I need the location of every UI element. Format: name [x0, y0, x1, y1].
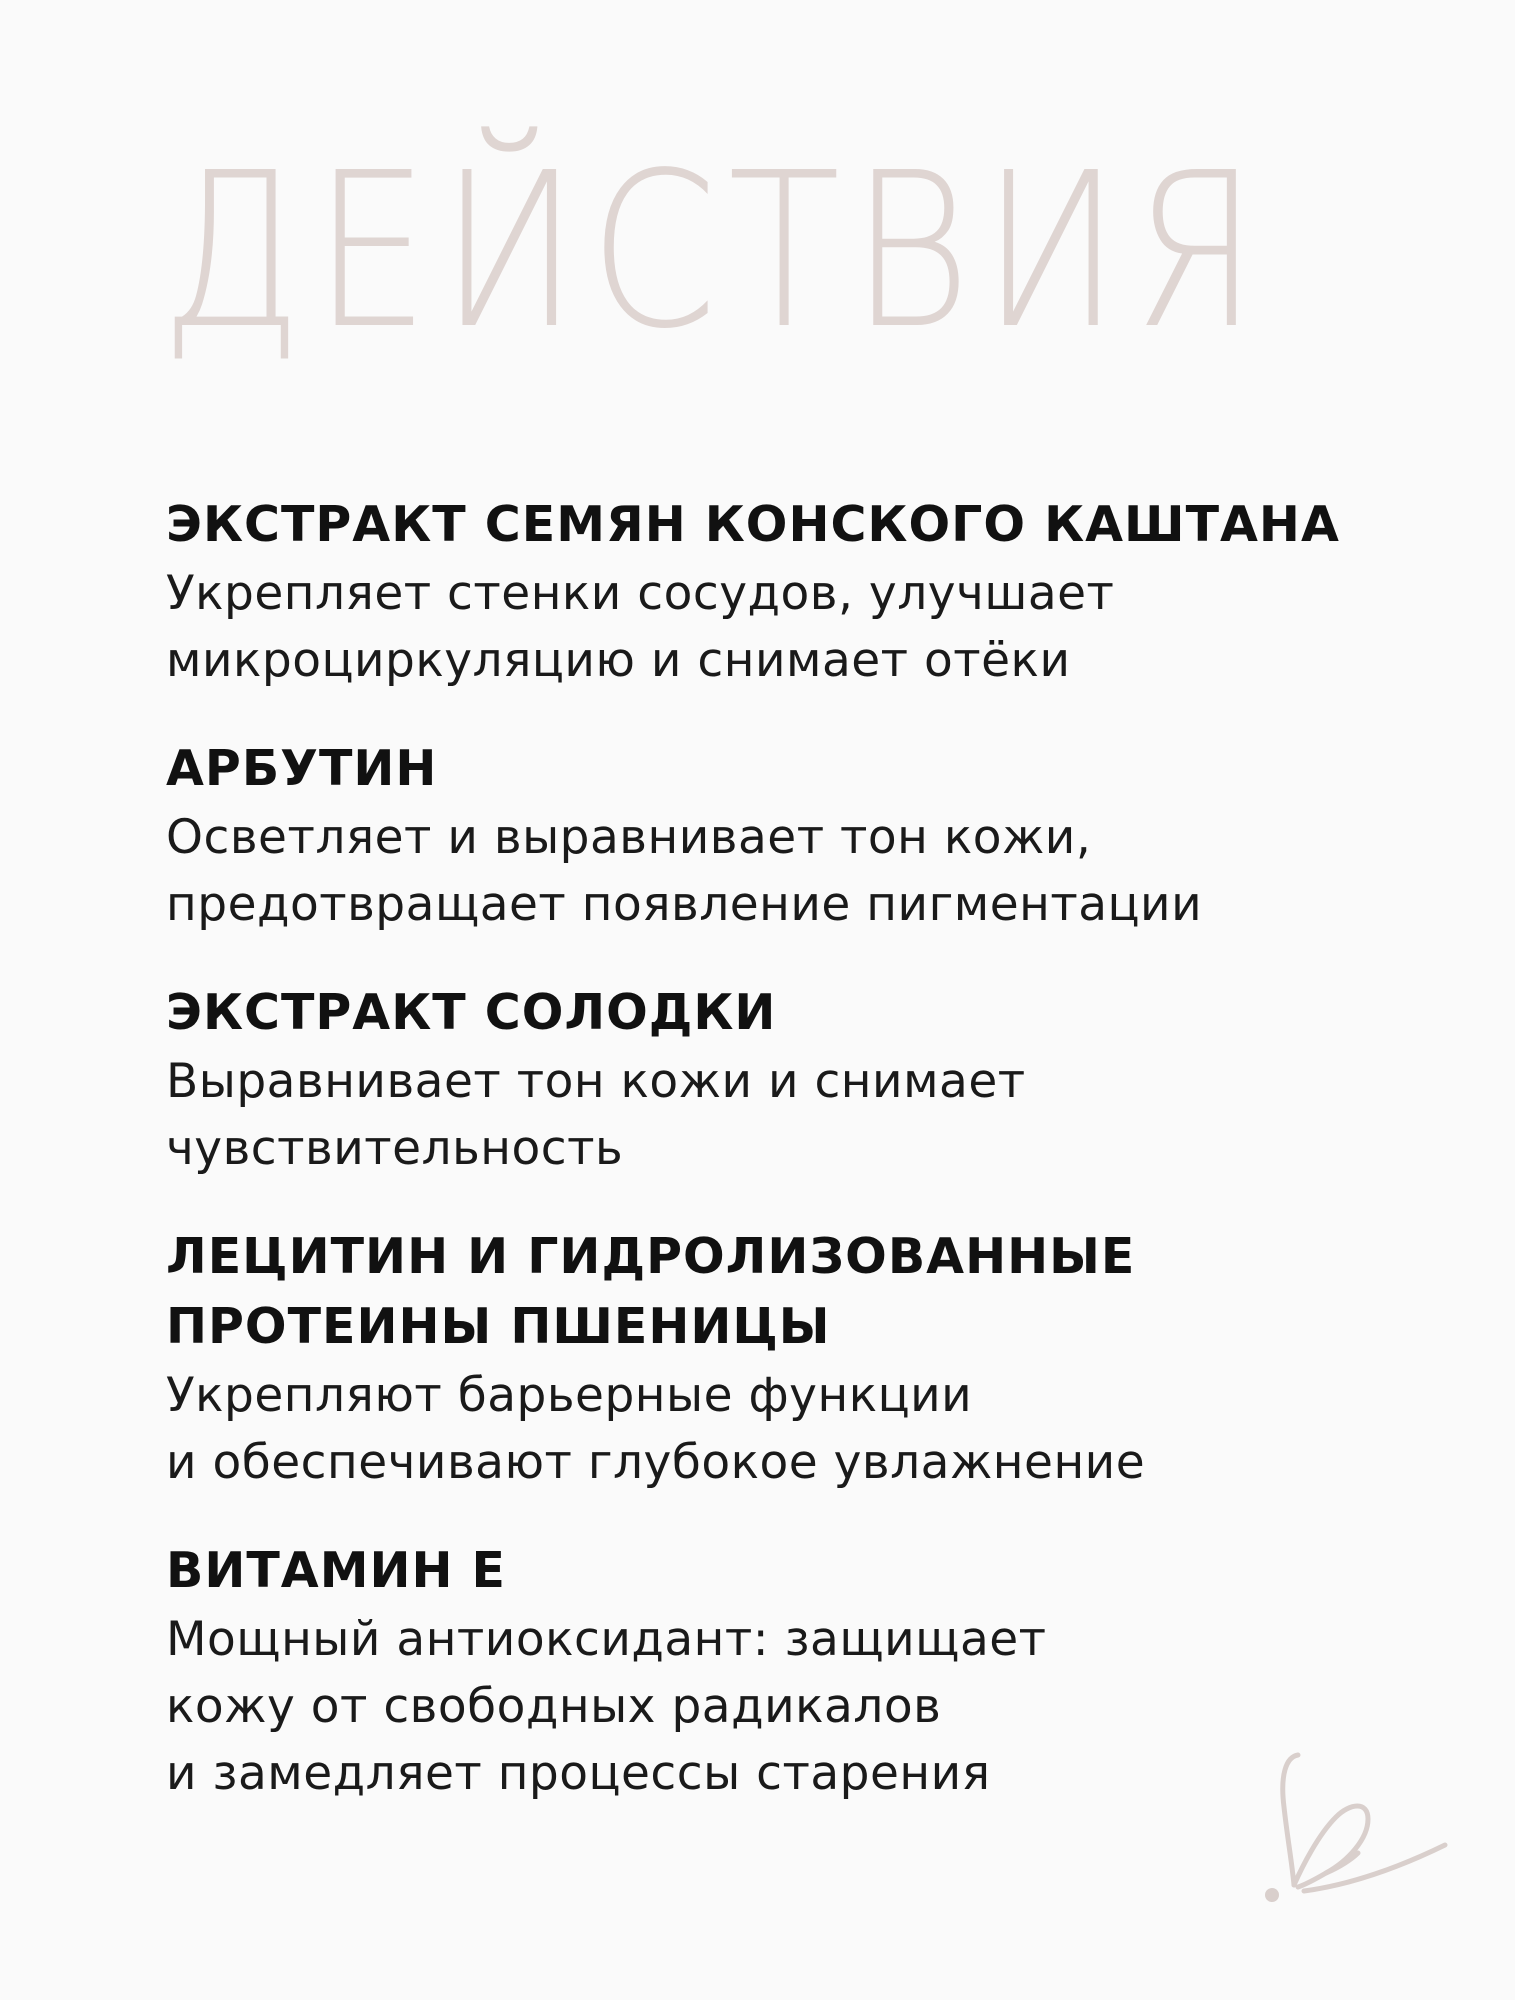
- ingredient-description-line: и обеспечивают глубокое увлажнение: [166, 1435, 1146, 1490]
- ingredient-title-line: ПРОТЕИНЫ ПШЕНИЦЫ: [166, 1298, 831, 1355]
- ingredient-description: [166, 1606, 1406, 1807]
- ingredient-list: [166, 490, 1406, 1847]
- ingredient-title: [166, 978, 1406, 1048]
- ingredient-description: [166, 1048, 1406, 1182]
- ingredient-item: [166, 1536, 1406, 1807]
- ingredient-title: [166, 1222, 1406, 1362]
- ingredient-item: [166, 490, 1406, 694]
- page-title: ДЕЙСТВИЯ: [160, 127, 1269, 376]
- ingredient-title-line: ЛЕЦИТИН И ГИДРОЛИЗОВАННЫЕ: [166, 1228, 1136, 1285]
- ingredient-title-line: ЭКСТРАКТ СОЛОДКИ: [166, 984, 777, 1041]
- ingredient-description-line: чувствительность: [166, 1121, 624, 1176]
- ingredient-description-line: предотвращает появление пигментации: [166, 877, 1203, 932]
- ingredient-title-line: ВИТАМИН Е: [166, 1542, 507, 1599]
- brand-monogram-icon: [1240, 1735, 1460, 1915]
- ingredient-description-line: Осветляет и выравнивает тон кожи,: [166, 810, 1092, 865]
- ingredient-description-line: микроциркуляцию и снимает отёки: [166, 633, 1071, 688]
- ingredient-description-line: Укрепляет стенки сосудов, улучшает: [166, 566, 1115, 621]
- ingredient-description-line: и замедляет процессы старения: [166, 1746, 991, 1801]
- ingredient-item: [166, 1222, 1406, 1496]
- ingredient-description: [166, 560, 1406, 694]
- ingredient-description: [166, 804, 1406, 938]
- ingredient-description-line: кожу от свободных радикалов: [166, 1679, 942, 1734]
- ingredient-title: [166, 490, 1406, 560]
- ingredient-title: [166, 1536, 1406, 1606]
- ingredient-description-line: Мощный антиоксидант: защищает: [166, 1612, 1047, 1667]
- ingredient-description-line: Выравнивает тон кожи и снимает: [166, 1054, 1026, 1109]
- ingredient-item: [166, 734, 1406, 938]
- ingredient-description-line: Укрепляют барьерные функции: [166, 1368, 973, 1423]
- ingredient-description: [166, 1362, 1406, 1496]
- ingredient-title-line: ЭКСТРАКТ СЕМЯН КОНСКОГО КАШТАНА: [166, 496, 1340, 553]
- ingredient-item: [166, 978, 1406, 1182]
- ingredient-title-line: АРБУТИН: [166, 740, 438, 797]
- ingredient-title: [166, 734, 1406, 804]
